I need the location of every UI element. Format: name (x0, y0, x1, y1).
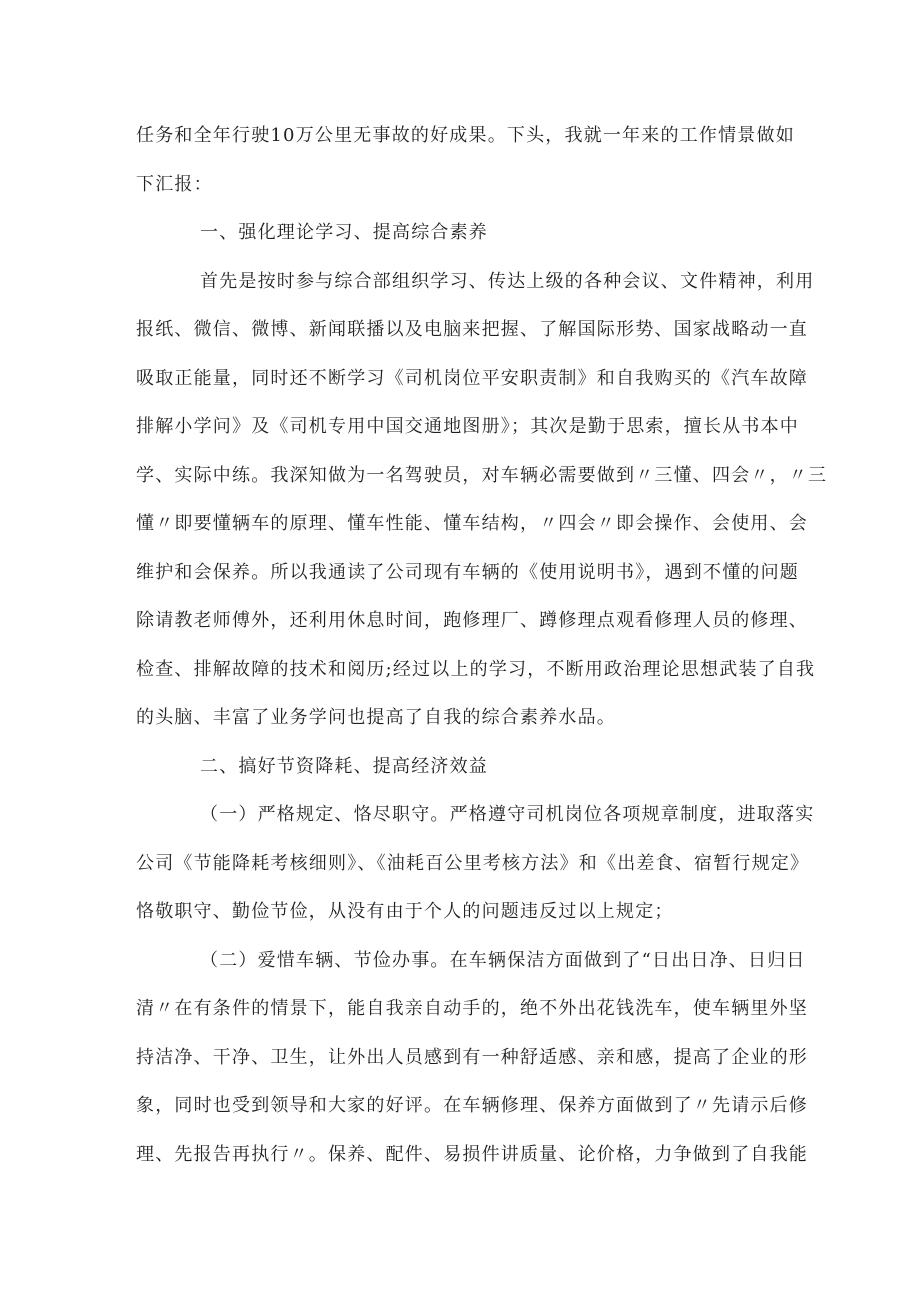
text-line: （二）爱惜车辆、节俭办事。在车辆保洁方面做到了“日出日净、日归日 (200, 949, 806, 971)
text-line: 任务和全年行驶10万公里无事故的好成果。下头，我就一年来的工作情景做如 (136, 125, 795, 146)
text-line: 首先是按时参与综合部组织学习、传达上级的各种会议、文件精神，利用 (200, 270, 815, 292)
paragraph-study-details (136, 258, 828, 743)
text-line: 学、实际中练。我深知做为一名驾驶员，对车辆必需要做到〃三懂、四会〃，〃三 (136, 464, 828, 486)
paragraph-vehicle-care (136, 937, 808, 1180)
text-line: 维护和会保养。所以我通读了公司现有车辆的《使用说明书》，遇到不懂的问题 (136, 561, 799, 583)
text-line: 排解小学问》及《司机专用中国交通地图册》；其次是勤于思索，擅长从书本中 (136, 416, 799, 437)
section-heading-cost-saving (136, 743, 800, 792)
text-line: 的头脑、丰富了业务学问也提高了自我的综合素养水品。 (136, 707, 616, 728)
text-line: （一）严格规定、恪尽职守。严格遵守司机岗位各项规章制度，进取落实 (200, 804, 815, 825)
text-line: 象，同时也受到领导和大家的好评。在车辆修理、保养方面做到了〃先请示后修 (136, 1095, 808, 1116)
text-line: 报纸、微信、微博、新闻联播以及电脑来把握、了解国际形势、国家战略动一直 (136, 319, 808, 340)
text-line: 恪敬职守、勤俭节俭，从没有由于个人的问题违反过以上规定； (136, 901, 674, 922)
paragraph-intro-continued (136, 112, 800, 209)
text-line: 理、先报告再执行〃。保养、配件、易损件讲质量、论价格，力争做到了自我能 (136, 1143, 808, 1165)
section-heading-theory-study (136, 209, 800, 258)
section-heading-text: 二、搞好节资降耗、提高经济效益 (200, 755, 488, 777)
text-line: 除请教老师傅外，还利用休息时间，跑修理厂、蹲修理点观看修理人员的修理、 (136, 610, 808, 631)
paragraph-regulations (136, 791, 815, 937)
text-line: 检查、排解故障的技术和阅历;经过以上的学习，不断用政治理论思想武装了自我 (136, 658, 816, 680)
text-line: 清〃在有条件的情景下，能自我亲自动手的，绝不外出花钱洗车，使车辆里外坚 (136, 998, 808, 1019)
document-body (136, 112, 828, 1179)
text-line: 持洁净、干净、卫生，让外出人员感到有一种舒适感、亲和感，提高了企业的形 (136, 1046, 808, 1068)
text-line: 公司《节能降耗考核细则》、《油耗百公里考核方法》和《出差食、宿暂行规定》 (136, 852, 810, 874)
text-line: 下汇报： (136, 173, 213, 195)
text-line: 吸取正能量，同时还不断学习《司机岗位平安职责制》和自我购买的《汽车故障 (136, 367, 808, 389)
text-line: 懂〃即要懂辆车的原理、懂车性能、懂车结构，〃四会〃即会操作、会使用、会 (136, 513, 808, 534)
section-heading-text: 一、强化理论学习、提高综合素养 (200, 222, 488, 243)
